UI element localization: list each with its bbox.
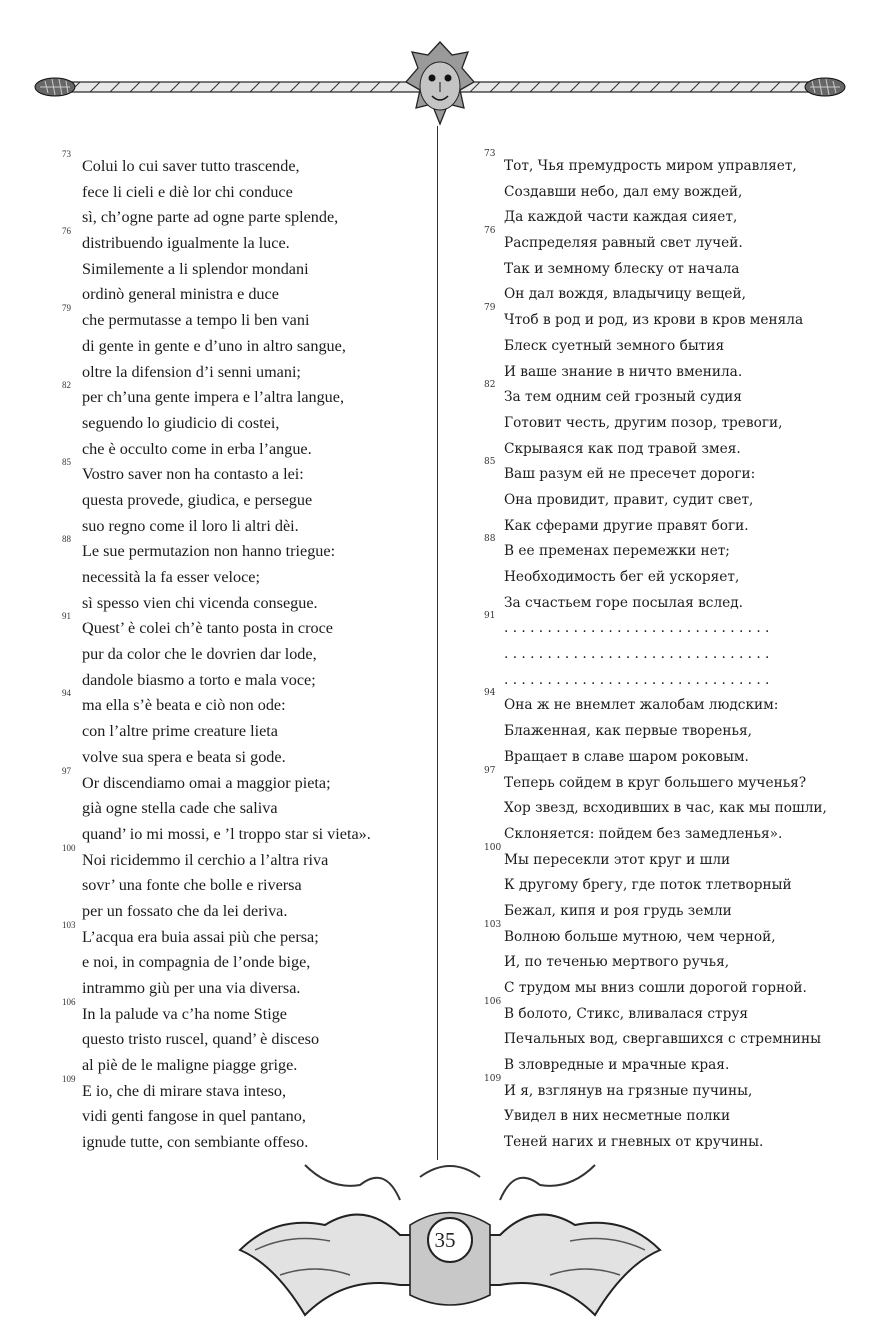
- verse-text: pur da color che le dovrien dar lode,: [82, 645, 317, 664]
- verse-line: [470, 1073, 870, 1105]
- verse-line: [48, 950, 428, 976]
- verse-text: dandole biasmo a torto e mala voce;: [82, 670, 316, 689]
- verse-line: [470, 488, 870, 514]
- line-number: 109: [62, 1073, 76, 1084]
- verse-text: Как сферами другие правят боги.: [504, 517, 749, 534]
- verse-text: per ch’una gente impera e l’altra langue,: [82, 388, 345, 407]
- verse-line: [470, 360, 870, 386]
- verse-line: [48, 380, 428, 411]
- verse-text: Блеск суетный земного бытия: [504, 337, 725, 354]
- verse-line: [470, 642, 870, 668]
- verse-text: Необходимость бег ей ускоряет,: [504, 569, 740, 585]
- verse-text: Блаженная, как первые творенья,: [504, 723, 752, 740]
- verse-line: [48, 514, 428, 540]
- lion-head-icon: [406, 42, 474, 124]
- verse-line: [470, 796, 870, 822]
- verse-line: [48, 411, 428, 437]
- verse-text: che permutasse a tempo li ben vani: [82, 311, 310, 330]
- verse-line: [470, 996, 870, 1028]
- verse-line: [470, 611, 870, 642]
- verse-text: Quest’ è colei ch’è tanto posta in croce: [82, 619, 333, 638]
- verse-text: In la palude va c’ha nome Stige: [82, 1004, 287, 1023]
- verse-text: Теперь сойдем в круг большего мученья?: [504, 774, 807, 791]
- verse-line: [48, 1073, 428, 1105]
- verse-text: . . . . . . . . . . . . . . . . . . . . . . . . . . . . . . .: [504, 646, 770, 663]
- verse-text: intrammo giù per una via diversa.: [82, 979, 301, 997]
- verse-text: ignude tutte, con sembiante offeso.: [82, 1133, 309, 1152]
- verse-text: Хор звезд, всходивших в час, как мы пошли,: [504, 800, 827, 817]
- verse-text: suo regno come il loro li altri dèi.: [82, 516, 299, 535]
- verse-line: [48, 765, 428, 797]
- verse-text: questa provede, giudica, e persegue: [82, 490, 313, 509]
- verse-text: . . . . . . . . . . . . . . . . . . . . . . . . . . . . . . .: [504, 620, 770, 637]
- verse-line: [470, 149, 870, 180]
- verse-text: С трудом мы вниз сошли дорогой горной.: [504, 980, 807, 996]
- line-number: 91: [62, 611, 71, 622]
- line-number: 82: [62, 380, 71, 391]
- verse-text: con l’altre prime creature lieta: [82, 722, 278, 741]
- verse-line: [470, 411, 870, 437]
- verse-text: Распределяя равный свет лучей.: [504, 235, 743, 252]
- verse-line: [48, 642, 428, 668]
- verse-line: [470, 873, 870, 899]
- page-number: 35: [434, 1228, 456, 1252]
- verse-text: Colui lo cui saver tutto trascende,: [82, 157, 300, 175]
- verse-line: [48, 1027, 428, 1053]
- left-pinecone-finial-icon: [35, 78, 75, 96]
- verse-line: [48, 437, 428, 463]
- verse-text: che è occulto come in erba l’angue.: [82, 439, 312, 458]
- line-number: 88: [484, 534, 496, 545]
- verse-line: [470, 226, 870, 257]
- verse-text: Она ж не внемлет жалобам людским:: [504, 697, 779, 714]
- verse-line: [470, 565, 870, 591]
- verse-line: [48, 796, 428, 822]
- verse-text: Or discendiamo omai a maggior pieta;: [82, 773, 331, 792]
- verse-text: И я, взглянув на грязные пучины,: [504, 1082, 753, 1099]
- verse-text: Она провидит, правит, судит свет,: [504, 491, 754, 508]
- verse-text: Ваш разум ей не пресечет дороги:: [504, 466, 756, 483]
- verse-line: [470, 1104, 870, 1130]
- verse-text: За тем одним сей грозный судия: [504, 389, 742, 406]
- verse-line: [48, 149, 428, 180]
- verse-line: [470, 765, 870, 797]
- verse-line: [470, 1027, 870, 1053]
- line-number: 85: [62, 457, 71, 468]
- verse-line: [48, 180, 428, 206]
- verse-text: sì, ch’ogne parte ad ogne parte splende,: [82, 208, 339, 227]
- verse-line: [48, 688, 428, 719]
- verse-line: [470, 282, 870, 308]
- verse-text: За счастьем горе посылая вслед.: [504, 594, 744, 611]
- verse-line: [48, 842, 428, 874]
- verse-line: [48, 976, 428, 1002]
- verse-line: [48, 334, 428, 360]
- line-number: 109: [484, 1073, 502, 1084]
- verse-line: [48, 303, 428, 334]
- line-number: 73: [62, 149, 71, 159]
- line-number: 103: [484, 919, 502, 930]
- verse-line: [48, 822, 428, 848]
- verse-line: [48, 1130, 428, 1156]
- verse-line: [48, 719, 428, 745]
- verse-text: volve sua spera e beata si gode.: [82, 747, 286, 766]
- verse-text: В болото, Стикс, вливалася струя: [504, 1005, 749, 1022]
- verse-text: già ogne stella cade che saliva: [82, 799, 278, 818]
- line-number: 85: [484, 457, 496, 468]
- verse-text: Склоняется: пойдем без замедленья».: [504, 825, 783, 842]
- verse-text: Он дал вождя, владычицу вещей,: [504, 286, 746, 303]
- verse-text: И ваше знание в ничто вменила.: [504, 363, 743, 380]
- line-number: 106: [484, 996, 502, 1007]
- verse-text: Скрываяся как под травой змея.: [504, 440, 741, 457]
- verse-line: [48, 745, 428, 771]
- verse-line: [470, 380, 870, 411]
- verse-line: [48, 205, 428, 231]
- verse-line: [48, 996, 428, 1028]
- verse-text: distribuendo igualmente la luce.: [82, 234, 290, 253]
- verse-text: vidi genti fangose in quel pantano,: [82, 1107, 306, 1126]
- line-number: 91: [484, 611, 496, 622]
- line-number: 76: [62, 226, 71, 237]
- verse-line: [48, 899, 428, 925]
- verse-line: [470, 822, 870, 848]
- verse-line: [48, 919, 428, 951]
- verse-text: Чтоб в род и род, из крови в кров меняла: [504, 312, 804, 329]
- verse-text: necessità la fa esser veloce;: [82, 568, 260, 586]
- verse-text: Так и земному блеску от начала: [504, 260, 740, 277]
- verse-line: [48, 457, 428, 488]
- verse-line: [48, 668, 428, 694]
- verse-line: [470, 899, 870, 925]
- verse-line: [470, 205, 870, 231]
- verse-text: И, по теченью мертвого ручья,: [504, 954, 730, 971]
- verse-text: fece li cieli e diè lor chi conduce: [82, 182, 293, 201]
- verse-text: sì spesso vien chi vicenda consegue.: [82, 593, 318, 612]
- verse-line: [48, 226, 428, 257]
- verse-text: Увидел в них несметные полки: [504, 1108, 731, 1125]
- verse-text: e noi, in compagnia de l’onde bige,: [82, 953, 311, 972]
- verse-line: [48, 282, 428, 308]
- verse-text: Similemente a li splendor mondani: [82, 259, 309, 278]
- line-number: 100: [484, 842, 502, 853]
- line-number: 73: [484, 149, 496, 159]
- verse-line: [48, 257, 428, 283]
- verse-line: [470, 437, 870, 463]
- verse-text: Создавши небо, дал ему вождей,: [504, 183, 743, 200]
- verse-text: Мы пересекли этот круг и шли: [504, 851, 731, 868]
- verse-text: ma ella s’è beata e ciò non ode:: [82, 696, 286, 715]
- verse-text: Волною больше мутною, чем черной,: [504, 928, 776, 945]
- verse-line: [48, 873, 428, 899]
- verse-text: Готовит честь, другим позор, тревоги,: [504, 414, 783, 431]
- verse-line: [470, 303, 870, 334]
- italian-column: [48, 149, 428, 1156]
- verse-line: [470, 180, 870, 206]
- russian-column: [470, 149, 870, 1156]
- line-number: 76: [484, 226, 496, 237]
- verse-line: [470, 976, 870, 1002]
- verse-line: [470, 842, 870, 874]
- header-ornament: [0, 0, 880, 140]
- line-number: 88: [62, 534, 71, 545]
- verse-text: Тот, Чья премудрость миром управляет,: [504, 158, 797, 174]
- verse-text: quand’ io mi mossi, e ’l troppo star si vieta».: [82, 824, 371, 843]
- line-number: 79: [62, 303, 71, 314]
- verse-line: [48, 1053, 428, 1079]
- verse-text: E io, che di mirare stava inteso,: [82, 1081, 287, 1100]
- verse-text: Печальных вод, свергавшихся с стремнины: [504, 1031, 822, 1048]
- line-number: 82: [484, 380, 496, 391]
- verse-text: В ее пременах перемежки нет;: [504, 543, 730, 560]
- verse-line: [48, 1104, 428, 1130]
- verse-line: [48, 488, 428, 514]
- line-number: 94: [62, 688, 71, 699]
- verse-line: [470, 919, 870, 951]
- verse-text: L’acqua era buia assai più che persa;: [82, 927, 319, 946]
- line-number: 103: [62, 919, 76, 930]
- verse-line: [470, 719, 870, 745]
- verse-text: seguendo lo giudicio di costei,: [82, 413, 280, 432]
- verse-line: [470, 745, 870, 771]
- verse-line: [470, 334, 870, 360]
- line-number: 106: [62, 996, 76, 1007]
- line-number: 97: [484, 765, 496, 776]
- column-divider: [437, 126, 438, 1160]
- verse-text: questo tristo ruscel, quand’ è disceso: [82, 1030, 320, 1049]
- verse-line: [470, 668, 870, 694]
- verse-text: ordinò general ministra e duce: [82, 285, 279, 304]
- verse-line: [470, 257, 870, 283]
- verse-text: oltre la difension d’i senni umani;: [82, 362, 301, 381]
- verse-line: [470, 514, 870, 540]
- verse-text: Да каждой части каждая сияет,: [504, 209, 738, 226]
- verse-line: [48, 591, 428, 617]
- verse-text: per un fossato che da lei deriva.: [82, 901, 288, 920]
- verse-text: sovr’ una fonte che bolle e riversa: [82, 876, 302, 895]
- verse-text: di gente in gente e d’uno in altro sangue,: [82, 336, 346, 355]
- line-number: 94: [484, 688, 496, 699]
- verse-line: [48, 534, 428, 565]
- line-number: 100: [62, 842, 76, 853]
- verse-line: [470, 457, 870, 488]
- verse-line: [470, 1053, 870, 1079]
- verse-text: Бежал, кипя и роя грудь земли: [504, 902, 732, 919]
- verse-line: [470, 688, 870, 719]
- verse-line: [470, 534, 870, 565]
- verse-text: Noi ricidemmo il cerchio a l’altra riva: [82, 850, 329, 869]
- verse-text: . . . . . . . . . . . . . . . . . . . . . . . . . . . . . . .: [504, 671, 770, 688]
- verse-text: К другому брегу, где поток тлетворный: [504, 877, 792, 894]
- verse-text: Вращает в славе шаром роковым.: [504, 748, 749, 765]
- verse-line: [470, 950, 870, 976]
- right-pinecone-finial-icon: [805, 78, 845, 96]
- verse-text: Теней нагих и гневных от кручины.: [504, 1134, 764, 1151]
- verse-line: [48, 360, 428, 386]
- verse-line: [470, 1130, 870, 1156]
- verse-text: Vostro saver non ha contasto a lei:: [82, 465, 304, 484]
- verse-line: [48, 611, 428, 642]
- line-number: 79: [484, 303, 496, 314]
- verse-line: [48, 565, 428, 591]
- verse-line: [470, 591, 870, 617]
- line-number: 97: [62, 765, 71, 776]
- verse-text: al piè de le maligne piagge grige.: [82, 1056, 298, 1075]
- verse-text: В зловредные и мрачные края.: [504, 1057, 730, 1074]
- verse-text: Le sue permutazion non hanno triegue:: [82, 542, 336, 561]
